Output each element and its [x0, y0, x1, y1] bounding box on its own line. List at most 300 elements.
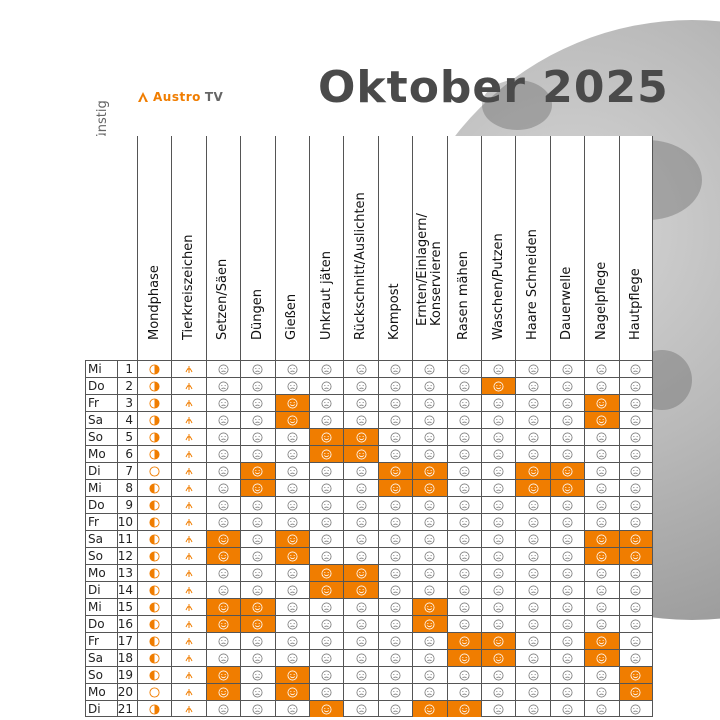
- rating-cell: [309, 411, 343, 428]
- rating-cell: [275, 547, 309, 564]
- sad-face-icon: [356, 500, 367, 511]
- moon-phase-cell: [137, 360, 171, 377]
- sad-face-icon: [218, 636, 229, 647]
- sad-face-icon: [493, 687, 504, 698]
- sad-face-icon: [562, 432, 573, 443]
- happy-face-icon: [252, 466, 263, 477]
- rating-cell: [206, 632, 240, 649]
- moon-phase-cell: [137, 496, 171, 513]
- rating-cell: [343, 581, 377, 598]
- sad-face-icon: [252, 585, 263, 596]
- zodiac-cell: [171, 445, 205, 462]
- column-header-label: Dauerwelle: [559, 266, 575, 340]
- rating-cell: [206, 377, 240, 394]
- happy-face-icon: [528, 483, 539, 494]
- happy-face-icon: [596, 653, 607, 664]
- happy-face-icon: [287, 398, 298, 409]
- moon-phase-cell: [137, 428, 171, 445]
- rating-cell: [309, 462, 343, 479]
- weekday-cell: Do: [85, 377, 117, 394]
- rating-cell: [275, 462, 309, 479]
- happy-face-icon: [321, 585, 332, 596]
- weekday-cell: Mo: [85, 445, 117, 462]
- rating-cell: [343, 428, 377, 445]
- table-row: [85, 615, 653, 632]
- rating-cell: [447, 581, 481, 598]
- rating-cell: [412, 462, 446, 479]
- rating-cell: [515, 394, 549, 411]
- rating-cell: [378, 513, 412, 530]
- sad-face-icon: [596, 500, 607, 511]
- rating-cell: [584, 683, 618, 700]
- weekday-cell: Sa: [85, 411, 117, 428]
- rating-cell: [447, 462, 481, 479]
- table-row: [85, 581, 653, 598]
- rating-cell: [412, 496, 446, 513]
- rating-cell: [378, 683, 412, 700]
- sad-face-icon: [287, 602, 298, 613]
- moon-phase-full-icon: [149, 466, 160, 477]
- happy-face-icon: [596, 398, 607, 409]
- rating-cell: [240, 683, 274, 700]
- rating-cell: [343, 496, 377, 513]
- rating-cell: [309, 479, 343, 496]
- table-row: [85, 683, 653, 700]
- moon-phase-cell: [137, 700, 171, 717]
- rating-cell: [275, 564, 309, 581]
- sad-face-icon: [459, 534, 470, 545]
- happy-face-icon: [493, 381, 504, 392]
- sad-face-icon: [493, 551, 504, 562]
- happy-face-icon: [630, 534, 641, 545]
- rating-cell: [412, 564, 446, 581]
- table-row: [85, 598, 653, 615]
- rating-cell: [481, 462, 515, 479]
- sad-face-icon: [493, 517, 504, 528]
- happy-face-icon: [356, 585, 367, 596]
- zodiac-cell: [171, 411, 205, 428]
- rating-cell: [584, 615, 618, 632]
- rating-cell: [619, 666, 653, 683]
- sad-face-icon: [218, 585, 229, 596]
- zodiac-taurus-icon: [183, 635, 195, 647]
- sad-face-icon: [390, 364, 401, 375]
- zodiac-virgo-icon: [183, 516, 195, 528]
- sad-face-icon: [528, 602, 539, 613]
- rating-cell: [412, 360, 446, 377]
- rating-cell: [412, 649, 446, 666]
- sad-face-icon: [459, 551, 470, 562]
- rating-cell: [619, 479, 653, 496]
- rating-cell: [515, 564, 549, 581]
- column-header-label: Tierkreiszeichen: [181, 234, 197, 340]
- rating-cell: [309, 581, 343, 598]
- rating-cell: [584, 411, 618, 428]
- rating-cell: [240, 513, 274, 530]
- moon-phase-cell: [137, 564, 171, 581]
- sad-face-icon: [596, 602, 607, 613]
- sad-face-icon: [252, 415, 263, 426]
- moon-phase-waxing-icon: [149, 381, 160, 392]
- column-header: [412, 136, 446, 360]
- rating-cell: [206, 547, 240, 564]
- rating-cell: [343, 445, 377, 462]
- column-header-label: Haare Schneiden: [525, 229, 541, 340]
- sad-face-icon: [287, 500, 298, 511]
- rating-cell: [378, 394, 412, 411]
- rating-cell: [206, 428, 240, 445]
- date-cell: 21: [117, 700, 137, 717]
- happy-face-icon: [287, 687, 298, 698]
- rating-cell: [515, 445, 549, 462]
- rating-cell: [550, 462, 584, 479]
- weekday-cell: Di: [85, 700, 117, 717]
- zodiac-cell: [171, 598, 205, 615]
- column-header-label: Kompost: [387, 283, 403, 340]
- moon-phase-cell: [137, 394, 171, 411]
- happy-face-icon: [630, 670, 641, 681]
- sad-face-icon: [287, 704, 298, 715]
- sad-face-icon: [596, 568, 607, 579]
- sad-face-icon: [630, 704, 641, 715]
- zodiac-cell: [171, 360, 205, 377]
- rating-cell: [481, 530, 515, 547]
- rating-cell: [309, 547, 343, 564]
- rating-cell: [550, 547, 584, 564]
- sad-face-icon: [390, 585, 401, 596]
- sad-face-icon: [528, 381, 539, 392]
- sad-face-icon: [630, 602, 641, 613]
- rating-cell: [206, 666, 240, 683]
- rating-cell: [343, 462, 377, 479]
- rating-cell: [378, 547, 412, 564]
- rating-cell: [378, 411, 412, 428]
- rating-cell: [206, 411, 240, 428]
- rating-cell: [447, 547, 481, 564]
- rating-cell: [343, 479, 377, 496]
- sad-face-icon: [321, 466, 332, 477]
- happy-face-icon: [562, 466, 573, 477]
- sad-face-icon: [287, 517, 298, 528]
- sad-face-icon: [321, 653, 332, 664]
- rating-cell: [481, 564, 515, 581]
- sad-face-icon: [287, 619, 298, 630]
- rating-cell: [206, 700, 240, 717]
- sad-face-icon: [390, 432, 401, 443]
- happy-face-icon: [493, 636, 504, 647]
- rating-cell: [275, 394, 309, 411]
- happy-face-icon: [390, 466, 401, 477]
- zodiac-capricorn-icon: [183, 431, 195, 443]
- austrotv-logo: [137, 90, 223, 104]
- rating-cell: [515, 581, 549, 598]
- table-row: [85, 496, 653, 513]
- date-cell: 19: [117, 666, 137, 683]
- rating-cell: [550, 581, 584, 598]
- sad-face-icon: [390, 704, 401, 715]
- rating-cell: [206, 445, 240, 462]
- sad-face-icon: [459, 466, 470, 477]
- zodiac-gemini-icon: [183, 584, 195, 596]
- rating-cell: [309, 428, 343, 445]
- rating-cell: [412, 428, 446, 445]
- sad-face-icon: [528, 585, 539, 596]
- rating-cell: [343, 615, 377, 632]
- sad-face-icon: [596, 449, 607, 460]
- rating-cell: [481, 547, 515, 564]
- rating-cell: [275, 649, 309, 666]
- rating-cell: [343, 683, 377, 700]
- zodiac-cell: [171, 666, 205, 683]
- rating-cell: [447, 360, 481, 377]
- sad-face-icon: [287, 653, 298, 664]
- happy-face-icon: [321, 449, 332, 460]
- sad-face-icon: [252, 704, 263, 715]
- column-header-label: Nagelpflege: [593, 261, 609, 340]
- sad-face-icon: [390, 449, 401, 460]
- sad-face-icon: [390, 551, 401, 562]
- sad-face-icon: [390, 415, 401, 426]
- table-row: [85, 360, 653, 377]
- sad-face-icon: [356, 653, 367, 664]
- rating-cell: [378, 649, 412, 666]
- sad-face-icon: [218, 500, 229, 511]
- sad-face-icon: [218, 432, 229, 443]
- rating-cell: [447, 445, 481, 462]
- sad-face-icon: [459, 517, 470, 528]
- rating-cell: [309, 666, 343, 683]
- zodiac-cell: [171, 632, 205, 649]
- rating-cell: [515, 496, 549, 513]
- rating-cell: [240, 564, 274, 581]
- sad-face-icon: [630, 432, 641, 443]
- sad-face-icon: [459, 670, 470, 681]
- column-header: [447, 136, 481, 360]
- sad-face-icon: [493, 568, 504, 579]
- sad-face-icon: [356, 517, 367, 528]
- moon-phase-waning-icon: [149, 483, 160, 494]
- column-header: [343, 136, 377, 360]
- rating-cell: [275, 479, 309, 496]
- happy-face-icon: [356, 568, 367, 579]
- rating-cell: [584, 462, 618, 479]
- logo-mark-icon: [137, 91, 149, 103]
- date-cell: 10: [117, 513, 137, 530]
- sad-face-icon: [528, 517, 539, 528]
- sad-face-icon: [459, 449, 470, 460]
- weekday-cell: Fr: [85, 632, 117, 649]
- sad-face-icon: [493, 500, 504, 511]
- rating-cell: [584, 377, 618, 394]
- happy-face-icon: [596, 415, 607, 426]
- rating-cell: [240, 360, 274, 377]
- rating-cell: [481, 615, 515, 632]
- sad-face-icon: [630, 636, 641, 647]
- weekday-cell: Mo: [85, 683, 117, 700]
- sad-face-icon: [287, 483, 298, 494]
- rating-cell: [412, 530, 446, 547]
- sad-face-icon: [287, 364, 298, 375]
- sad-face-icon: [390, 500, 401, 511]
- sad-face-icon: [493, 466, 504, 477]
- rating-cell: [481, 360, 515, 377]
- sad-face-icon: [321, 670, 332, 681]
- zodiac-cell: [171, 496, 205, 513]
- sad-face-icon: [528, 704, 539, 715]
- sad-face-icon: [596, 585, 607, 596]
- rating-cell: [378, 666, 412, 683]
- sad-face-icon: [424, 568, 435, 579]
- happy-face-icon: [218, 619, 229, 630]
- rating-cell: [206, 615, 240, 632]
- moon-phase-cell: [137, 445, 171, 462]
- sad-face-icon: [252, 534, 263, 545]
- rating-cell: [240, 530, 274, 547]
- sad-face-icon: [630, 449, 641, 460]
- rating-cell: [309, 649, 343, 666]
- rating-cell: [619, 632, 653, 649]
- table-row: [85, 632, 653, 649]
- sad-face-icon: [528, 653, 539, 664]
- zodiac-cancer-icon: [183, 601, 195, 613]
- rating-cell: [412, 598, 446, 615]
- rating-cell: [584, 428, 618, 445]
- rating-cell: [515, 632, 549, 649]
- rating-cell: [550, 445, 584, 462]
- table-row: [85, 394, 653, 411]
- column-header: [378, 136, 412, 360]
- moon-phase-waning-icon: [149, 636, 160, 647]
- rating-cell: [550, 564, 584, 581]
- rating-cell: [584, 649, 618, 666]
- sad-face-icon: [562, 687, 573, 698]
- rating-cell: [240, 496, 274, 513]
- rating-cell: [378, 632, 412, 649]
- sad-face-icon: [252, 636, 263, 647]
- sad-face-icon: [287, 449, 298, 460]
- moon-phase-waxing-icon: [149, 364, 160, 375]
- happy-face-icon: [287, 534, 298, 545]
- rating-cell: [206, 530, 240, 547]
- sad-face-icon: [493, 364, 504, 375]
- moon-phase-waning-icon: [149, 534, 160, 545]
- sad-face-icon: [596, 619, 607, 630]
- happy-face-icon: [424, 704, 435, 715]
- zodiac-cell: [171, 547, 205, 564]
- rating-cell: [481, 428, 515, 445]
- sad-face-icon: [459, 432, 470, 443]
- rating-cell: [550, 360, 584, 377]
- sad-face-icon: [390, 653, 401, 664]
- sad-face-icon: [424, 687, 435, 698]
- rating-cell: [240, 462, 274, 479]
- rating-cell: [584, 598, 618, 615]
- sad-face-icon: [356, 398, 367, 409]
- moon-phase-cell: [137, 411, 171, 428]
- sad-face-icon: [562, 381, 573, 392]
- rating-cell: [515, 428, 549, 445]
- rating-cell: [378, 479, 412, 496]
- sad-face-icon: [252, 687, 263, 698]
- sad-face-icon: [493, 398, 504, 409]
- rating-cell: [447, 564, 481, 581]
- rating-cell: [275, 632, 309, 649]
- rating-cell: [550, 479, 584, 496]
- zodiac-scorpio-icon: [183, 363, 195, 375]
- sad-face-icon: [562, 670, 573, 681]
- weekday-cell: Di: [85, 462, 117, 479]
- date-cell: 3: [117, 394, 137, 411]
- sad-face-icon: [252, 517, 263, 528]
- rating-cell: [550, 700, 584, 717]
- happy-face-icon: [218, 534, 229, 545]
- rating-cell: [343, 598, 377, 615]
- sad-face-icon: [596, 517, 607, 528]
- sad-face-icon: [596, 364, 607, 375]
- rating-cell: [619, 496, 653, 513]
- sad-face-icon: [562, 364, 573, 375]
- rating-cell: [481, 479, 515, 496]
- rating-cell: [206, 360, 240, 377]
- table-row: [85, 377, 653, 394]
- sad-face-icon: [493, 602, 504, 613]
- rating-cell: [275, 615, 309, 632]
- rating-cell: [343, 394, 377, 411]
- sad-face-icon: [424, 670, 435, 681]
- zodiac-cell: [171, 394, 205, 411]
- column-header: [619, 136, 653, 360]
- rating-cell: [412, 394, 446, 411]
- rating-cell: [447, 700, 481, 717]
- zodiac-gemini-icon: [183, 686, 195, 698]
- zodiac-gemini-icon: [183, 567, 195, 579]
- rating-cell: [206, 394, 240, 411]
- happy-face-icon: [287, 415, 298, 426]
- table-row: [85, 564, 653, 581]
- page-title: Oktober 2025: [318, 62, 669, 113]
- sad-face-icon: [630, 381, 641, 392]
- sad-face-icon: [630, 415, 641, 426]
- zodiac-virgo-icon: [183, 499, 195, 511]
- sad-face-icon: [321, 415, 332, 426]
- sad-face-icon: [424, 534, 435, 545]
- sad-face-icon: [321, 687, 332, 698]
- sad-face-icon: [493, 483, 504, 494]
- zodiac-aries-icon: [183, 550, 195, 562]
- moon-phase-cell: [137, 615, 171, 632]
- weekday-cell: Mo: [85, 564, 117, 581]
- rating-cell: [206, 683, 240, 700]
- rating-cell: [619, 394, 653, 411]
- happy-face-icon: [459, 704, 470, 715]
- logo-text-suffix: TV: [204, 90, 224, 104]
- rating-cell: [378, 581, 412, 598]
- sad-face-icon: [493, 585, 504, 596]
- sad-face-icon: [459, 415, 470, 426]
- happy-face-icon: [630, 551, 641, 562]
- rating-cell: [412, 700, 446, 717]
- happy-face-icon: [218, 670, 229, 681]
- sad-face-icon: [493, 449, 504, 460]
- moon-phase-waning-icon: [149, 568, 160, 579]
- sad-face-icon: [218, 704, 229, 715]
- rating-cell: [584, 581, 618, 598]
- zodiac-cell: [171, 377, 205, 394]
- sad-face-icon: [390, 398, 401, 409]
- table-row: [85, 547, 653, 564]
- rating-cell: [309, 683, 343, 700]
- sad-face-icon: [459, 568, 470, 579]
